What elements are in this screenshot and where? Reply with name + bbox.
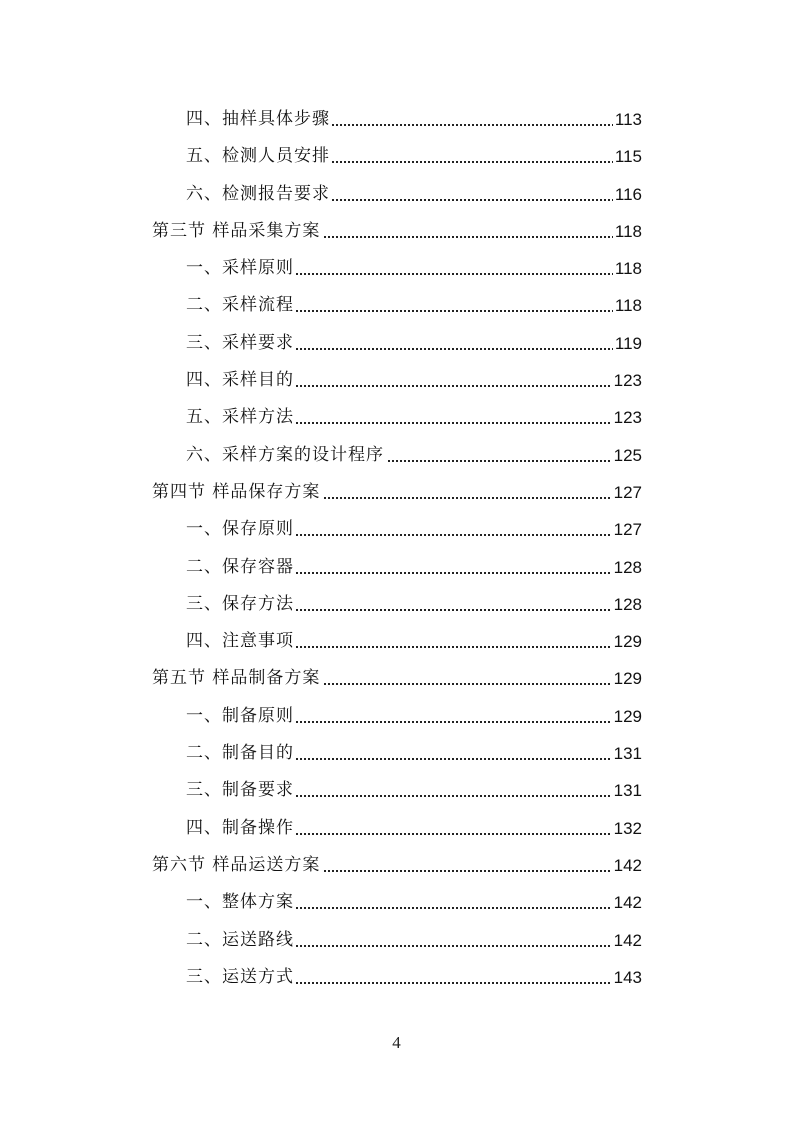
toc-entry-page: 119 [614, 333, 642, 353]
toc-entry-title: 二、制备目的 [186, 743, 294, 764]
toc-entry-title: 六、采样方案的设计程序 [186, 444, 384, 465]
toc-entry[interactable] [0, 511, 793, 548]
toc-entry[interactable] [0, 660, 793, 697]
toc-entry[interactable] [0, 810, 793, 847]
toc-entry-title: 四、制备操作 [186, 817, 294, 838]
toc-entry[interactable] [0, 213, 793, 250]
toc-entry[interactable] [0, 623, 793, 660]
toc-entry[interactable] [0, 362, 793, 399]
toc-entry-page: 118 [614, 221, 642, 241]
toc-entry-page: 131 [613, 744, 642, 764]
toc-entry[interactable] [0, 735, 793, 772]
toc-entry-title: 三、采样要求 [186, 332, 294, 353]
toc-entry-page: 129 [613, 706, 642, 726]
toc-entry-page: 129 [613, 669, 642, 689]
toc-entry-page: 118 [614, 296, 642, 316]
toc-entry-title: 四、注意事项 [186, 631, 294, 652]
toc-entry-page: 131 [613, 781, 642, 801]
toc-entry-page: 128 [613, 594, 642, 614]
toc-entry-page: 142 [613, 930, 642, 950]
toc-entry-page: 142 [613, 893, 642, 913]
toc-entry-page: 125 [613, 445, 642, 465]
toc-entry-page: 123 [613, 371, 642, 391]
toc-entry[interactable] [0, 287, 793, 324]
toc-entry-title: 一、制备原则 [186, 705, 294, 726]
toc-entry[interactable] [0, 101, 793, 138]
toc-entry-title: 六、检测报告要求 [186, 183, 330, 204]
toc-entry[interactable] [0, 437, 793, 474]
toc-entry-page: 128 [613, 557, 642, 577]
toc-entry-title: 三、制备要求 [186, 780, 294, 801]
toc-entry-title: 三、保存方法 [186, 593, 294, 614]
toc-entry-title: 第六节 样品运送方案 [152, 854, 321, 875]
toc-entry-title: 一、采样原则 [186, 258, 294, 279]
toc-entry[interactable] [0, 138, 793, 175]
toc-entry-title: 第五节 样品制备方案 [152, 668, 321, 689]
toc-entry-title: 一、保存原则 [186, 519, 294, 540]
toc-entry[interactable] [0, 922, 793, 959]
toc-entry[interactable] [0, 698, 793, 735]
table-of-contents [0, 101, 793, 996]
toc-entry[interactable] [0, 399, 793, 436]
toc-entry-page: 132 [613, 818, 642, 838]
toc-entry[interactable] [0, 847, 793, 884]
toc-entry-page: 123 [613, 408, 642, 428]
toc-entry[interactable] [0, 474, 793, 511]
toc-entry[interactable] [0, 884, 793, 921]
toc-entry[interactable] [0, 549, 793, 586]
toc-entry-page: 118 [614, 259, 642, 279]
toc-entry-title: 二、采样流程 [186, 295, 294, 316]
toc-entry-page: 116 [614, 184, 642, 204]
toc-entry[interactable] [0, 586, 793, 623]
toc-entry-title: 二、运送路线 [186, 929, 294, 950]
toc-entry-title: 一、整体方案 [186, 892, 294, 913]
toc-entry-page: 143 [613, 967, 642, 987]
toc-entry-title: 四、采样目的 [186, 370, 294, 391]
toc-entry-title: 五、检测人员安排 [186, 146, 330, 167]
toc-entry-title: 四、抽样具体步骤 [186, 109, 330, 129]
toc-entry-title: 第三节 样品采集方案 [152, 220, 321, 241]
toc-entry-title: 五、采样方法 [186, 407, 294, 428]
toc-entry-title: 三、运送方式 [186, 966, 294, 987]
toc-entry-page: 129 [613, 632, 642, 652]
toc-entry-page: 127 [613, 482, 642, 502]
toc-entry[interactable] [0, 772, 793, 809]
toc-entry-title: 二、保存容器 [186, 556, 294, 577]
toc-entry[interactable] [0, 176, 793, 213]
toc-entry[interactable] [0, 250, 793, 287]
toc-entry-title: 第四节 样品保存方案 [152, 481, 321, 502]
toc-entry[interactable] [0, 959, 793, 996]
toc-entry-page: 142 [613, 855, 642, 875]
toc-entry-page: 113 [614, 110, 642, 129]
toc-entry-page: 127 [613, 520, 642, 540]
page-number: 4 [392, 1033, 401, 1052]
toc-entry-page: 115 [614, 147, 642, 167]
toc-entry[interactable] [0, 325, 793, 362]
